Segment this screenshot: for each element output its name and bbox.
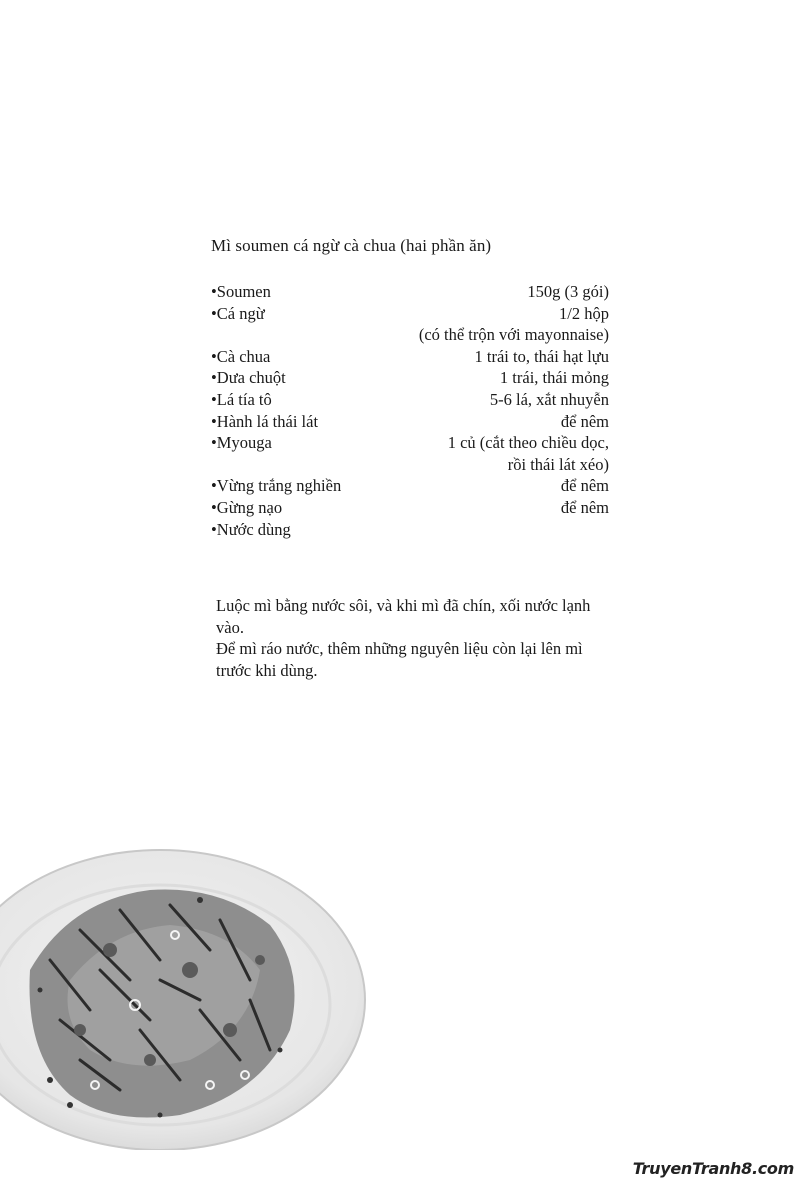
ingredient-row [211,432,609,475]
ingredient-amount: 1 trái, thái mỏng [499,368,609,388]
ingredient-name: •Cà chua [211,346,271,366]
ingredient-name: •Gừng nạo [211,497,283,517]
ingredient-amount: 1 củ (cắt theo chiều dọc, rồi thái lát xéo) [447,433,609,474]
ingredient-name: •Lá tía tô [211,389,272,409]
ingredient-row [211,475,609,497]
instruction-step: Luộc mì bằng nước sôi, và khi mì đã chín, xối nước lạnh vào. [216,596,591,637]
ingredient-amount: 1 trái to, thái hạt lựu [474,346,609,366]
ingredient-amount: 150g (3 gói) [527,282,609,301]
ingredient-row [211,497,609,519]
ingredient-name: •Nước dùng [211,519,291,539]
ingredient-row [211,411,609,433]
ingredient-amount: để nêm [560,497,609,517]
instruction-step: Để mì ráo nước, thêm những nguyên liệu còn lại lên mì trước khi dùng. [216,639,583,680]
dish-photo [0,830,380,1150]
recipe-title: Mì soumen cá ngừ cà chua (hai phần ăn) [211,236,492,255]
ingredient-row [211,367,609,389]
ingredient-amount: 1/2 hộp (có thể trộn với mayonnaise) [418,303,609,345]
ingredient-amount: để nêm [560,411,609,431]
ingredient-row [211,389,609,411]
ingredient-name: •Dưa chuột [211,368,286,388]
ingredient-row [211,346,609,368]
ingredient-amount: để nêm [560,476,609,496]
ingredient-name: •Myouga [211,433,272,453]
ingredient-name: •Hành lá thái lát [211,411,319,431]
ingredient-amount: 5-6 lá, xắt nhuyễn [489,389,609,409]
ingredient-row [211,519,609,541]
ingredient-name: •Vừng trắng nghiền [211,476,342,496]
ingredient-row [211,303,609,346]
watermark-logo: TruyenTranh8.com [632,1159,794,1178]
ingredient-row [211,281,609,303]
ingredient-name: •Cá ngừ [211,303,265,323]
ingredient-list [211,281,609,540]
ingredient-name: •Soumen [211,282,271,301]
recipe-instructions [216,595,616,681]
